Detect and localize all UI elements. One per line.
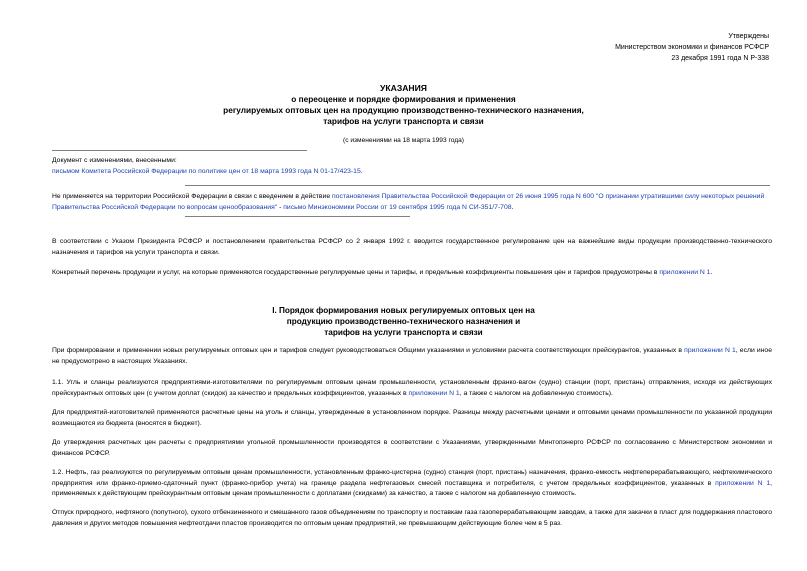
- appendix-link[interactable]: приложении N 1: [684, 347, 736, 354]
- doc-changes-note: [52, 156, 363, 177]
- paragraph-general: [52, 346, 772, 367]
- paragraph-general-end: , если иное не предусмотрено в настоящих Указаниях.: [52, 347, 772, 365]
- title-line-3: регулируемых оптовых цен на продукцию производственно-технического назначения,: [223, 105, 584, 115]
- paragraph-list: [52, 268, 772, 279]
- approval-line: Утверждены: [728, 33, 769, 40]
- paragraph-list-text: Конкретный перечень продукции и услуг, на которые применяются государственные регулируемые цены и тарифы, и предельные коэффициенты повышения цен и тарифов предусмотрены в: [52, 269, 660, 276]
- section-title-line-1: I. Порядок формирования новых регулируемых оптовых цен на: [272, 306, 535, 315]
- not-applied-end: .: [511, 203, 514, 211]
- doc-changes-label: Документ с изменениями, внесенными:: [52, 157, 177, 164]
- paragraph-1-1-end: , а также с налогом на добавленную стоимость).: [459, 389, 613, 397]
- not-applied-sep: -: [277, 203, 284, 211]
- approval-date: 23 декабря 1991 года N Р-338: [671, 55, 769, 62]
- divider: [52, 150, 307, 151]
- section-title-line-2: продукцию производственно-технического назначения и: [286, 317, 521, 326]
- paragraph-1-1-text: 1.1. Угль и сланцы реализуются предприятиями-изготовителями по регулируемым оптовым ценам промышленности, установленным франко-вагон (судно) станции (порт, пристань) отправления, исходя из действующих прейскурантных оптовых цен (с учетом доплат (скидок) за качество и предельных коэффициентов, указанных в: [52, 379, 772, 397]
- appendix-link[interactable]: приложении N 1: [408, 389, 460, 397]
- section-title-line-3: тарифов на услуги транспорта и связи: [324, 328, 483, 337]
- approval-ministry: Министерством экономики и финансов РСФСР: [615, 44, 769, 51]
- paragraph-intro: В соответствии с Указом Президента РСФСР и постановлением правительства РСФСР со 2 января 1992 г. вводится государственное регулирование цен на важнейшие виды продукции производственно-технического назначения и тарифов на услуги транспорта и связи.: [52, 238, 772, 256]
- document-title: [0, 83, 807, 127]
- letter-link[interactable]: письмо Минэкономики России от 19 сентября 1995 года N СИ-351/7-708: [283, 203, 512, 211]
- paragraph-1-2-end: , применяемых к действующим прейскурантным оптовым ценам промышленности с доплатами (скидками) за качество, а также с налогом на добавленную стоимость.: [52, 479, 772, 497]
- paragraph-1-1: [52, 378, 772, 399]
- doc-changes-entry: [52, 167, 363, 178]
- paragraph-gas: Отпуск природного, нефтяного (попутного), сухого отбензиненного и смешанного газов объединениям по транспорту и поставкам газа газоперерабатывающим заводам, а также для закачки в пласт для поддержания пластового давления и других методов повышения нефтеотдачи пластов производится по оптовым ценам предприятий, не превышающим действующие более чем в 5 раз.: [52, 509, 772, 527]
- paragraph-calc-prices: Для предприятий-изготовителей применяются расчетные цены на уголь и сланцы, утвержденные в установленном порядке. Разницы между расчетными ценами и оптовыми ценами промышленности по указанной продукции возмещаются из бюджета (вносятся в бюджет).: [52, 409, 772, 427]
- resolution-link[interactable]: постановления Правительства Российской Федерации от 26 июня 1995 года N 600 "О признании утратившими силу некоторых решений Правительства Российской Федерации по вопросам ценообразования": [52, 193, 765, 211]
- paragraph-list-end: .: [710, 269, 713, 276]
- not-applied-note: [52, 192, 772, 213]
- changes-note: (с изменениями на 18 марта 1993 года): [343, 137, 464, 144]
- not-applied-text: Не применяется на территории Российской Федерации в связи с введением в действие: [52, 193, 332, 200]
- section-title: [0, 305, 807, 338]
- divider: [185, 185, 770, 186]
- paragraph-1-2: [52, 468, 772, 500]
- divider: [185, 216, 410, 217]
- title-main: УКАЗАНИЯ: [380, 83, 427, 93]
- title-line-2: о переоценке и порядке формирования и применения: [291, 94, 516, 104]
- doc-changes-link[interactable]: письмом Комитета Российской Федерации по политике цен от 18 марта 1993 года N 01-17/423-15: [52, 167, 361, 175]
- approval-block: [615, 31, 769, 64]
- appendix-link[interactable]: приложении N 1: [659, 269, 711, 276]
- appendix-link[interactable]: приложении N 1: [715, 479, 771, 487]
- paragraph-coal-settlement: До утверждения расчетных цен расчеты с предприятиями угольной промышленности производятся в соответствии с Указаниями, утвержденными Минтопэнерго РСФСР по согласованию с Министерством экономики и финансов РСФСР.: [52, 439, 772, 457]
- doc-changes-end: .: [360, 167, 363, 175]
- paragraph-general-text: При формировании и применении новых регулируемых оптовых цен и тарифов следует руководствоваться Общими указаниями и условиями расчета соответствующих прейскурантов, указанных в: [52, 347, 685, 354]
- title-line-4: тарифов на услуги транспорта и связи: [323, 116, 484, 126]
- paragraph-1-2-text: 1.2. Нефть, газ реализуются по регулируемым оптовым ценам промышленности, установленным франко-цистерна (судно) станция (порт, пристань) назначения, франко-емкость нефтеперерабатывающего, нефтехимического предприятия или франко-приемо-сдаточный пункт (франко-прибор учета) на границе раздела нефтегазовых смесей поставщика и потребителя, с учетом предельных коэффициентов, указанных в: [52, 469, 772, 487]
